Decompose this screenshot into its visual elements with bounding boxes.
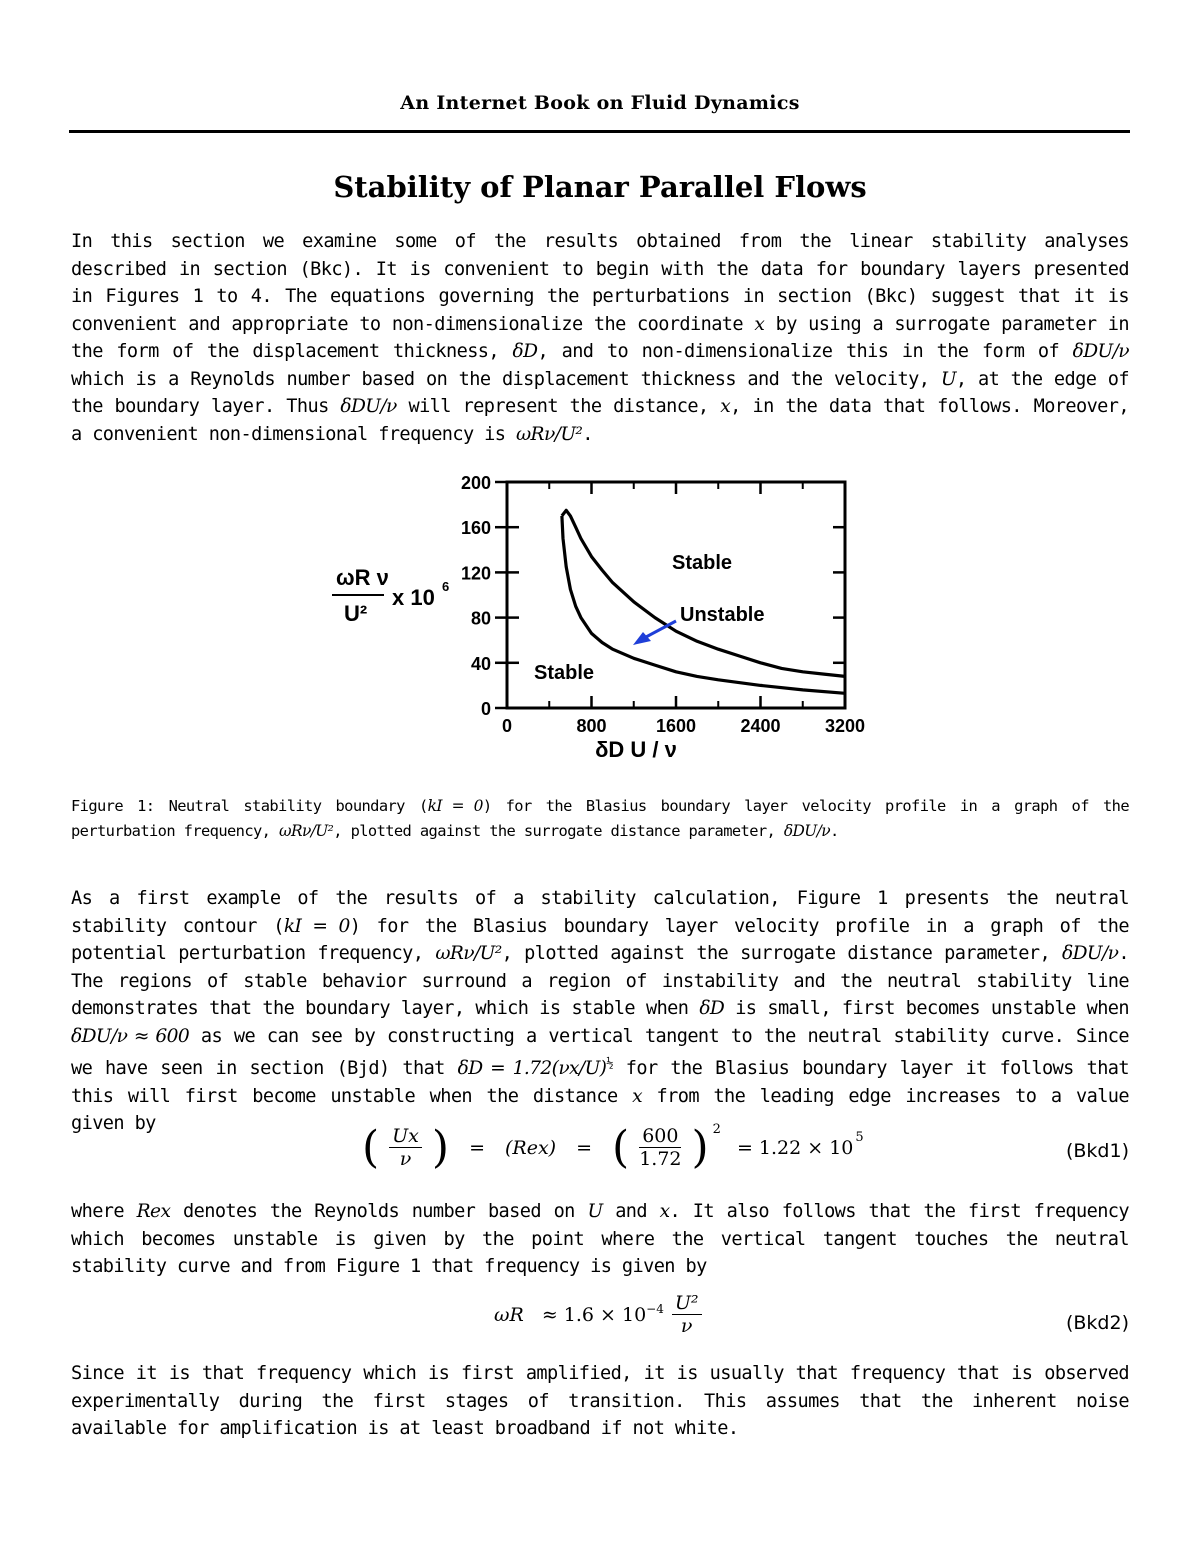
x-tick-label: 800 <box>576 716 607 736</box>
intro-paragraph: In this section we examine some of the results obtained from the linear stability analyses described in section (Bkc). It is convenient to begin with the data for boundary layers presented in Figures 1 to 4. The equations governing the perturbations in section (Bkc) suggest that it is convenient and appropriate to non-dimensionalize the coordinate x by using a surrogate parameter in the form of the displacement thickness, δD, and to non-dimensionalize this in the form of δDU/ν which is a Reynolds number based on the displacement thickness and the velocity, U, at the edge of the boundary layer. Thus δDU/ν will represent the distance, x, in the data that follows. Moreover, a convenient non-dimensional frequency is ωRν/U². <box>71 231 1129 445</box>
y-label-numerator: ωR ν <box>336 565 389 590</box>
running-header: An Internet Book on Fluid Dynamics <box>400 92 800 114</box>
discussion-paragraph: As a first example of the results of a stability calculation, Figure 1 presents the neutral stability contour (kI = 0) for the Blasius boundary layer velocity profile in a graph of the potential perturbation frequency, ωRν/U², plotted against the surrogate distance parameter, δDU/ν. The regions of stable behavior surround a region of instability and the neutral stability line demonstrates that the boundary layer, which is stable when δD is small, first becomes unstable when δDU/ν ≈ 600 as we can see by constructing a vertical tangent to the neutral stability curve. Since we have seen in section (Bjd) that $\delta D = 1.72(\nu x/U)^{\frac{1}{2}}$ for the Blasius boundary layer it follows that this will first become unstable when the distance x from the leading edge increases to a value given by <box>71 888 1129 1135</box>
y-tick-label: 40 <box>470 653 491 674</box>
stable-label-upper: Stable <box>672 552 733 574</box>
y-label-denominator: U² <box>344 601 368 626</box>
unstable-arrow-head-icon <box>633 632 651 645</box>
y-tick-label: 160 <box>460 518 491 539</box>
x-tick-label: 1600 <box>655 716 697 736</box>
y-axis-label <box>332 565 449 626</box>
equation-label-bkd2: (Bkd2) <box>1065 1312 1129 1334</box>
upper-branch-curve <box>562 510 845 676</box>
figure-caption: Figure 1: Neutral stability boundary (kI = 0) for the Blasius boundary layer velocity profile in a graph of the perturbation frequency, ωRν/U², plotted against the surrogate distance parameter, δDU/ν. <box>71 797 1129 840</box>
section-title: Stability of Planar Parallel Flows <box>333 170 867 204</box>
x-tick-label: 3200 <box>824 716 866 736</box>
closing-paragraph: Since it is that frequency which is first amplified, it is usually that frequency that is observed experimentally during the first stages of transition. This assumes that the inherent noise available for amplification is at least broadband if not white. <box>71 1363 1129 1439</box>
stable-label-lower: Stable <box>534 662 595 684</box>
y-label-scale: x 10 <box>392 585 435 610</box>
y-tick-label: 120 <box>460 563 491 584</box>
rex-paragraph: where Rex denotes the Reynolds number based on U and x. It also follows that the first frequency which becomes unstable is given by the point where the vertical tangent touches the neutral stability curve and from Figure 1 that frequency is given by <box>71 1201 1129 1277</box>
y-tick-label: 80 <box>470 608 491 629</box>
x-tick-label: 0 <box>501 716 513 736</box>
x-tick-label: 2400 <box>740 716 781 736</box>
y-tick-label: 200 <box>460 473 491 493</box>
y-tick-label: 0 <box>480 699 491 719</box>
neutral-stability-chart <box>320 465 880 765</box>
x-axis-label: δD U / ν <box>595 737 677 762</box>
header-rule <box>69 130 1130 133</box>
equation-label-bkd1: (Bkd1) <box>1065 1140 1129 1162</box>
y-label-exponent: 6 <box>442 579 450 594</box>
unstable-label: Unstable <box>680 604 765 626</box>
